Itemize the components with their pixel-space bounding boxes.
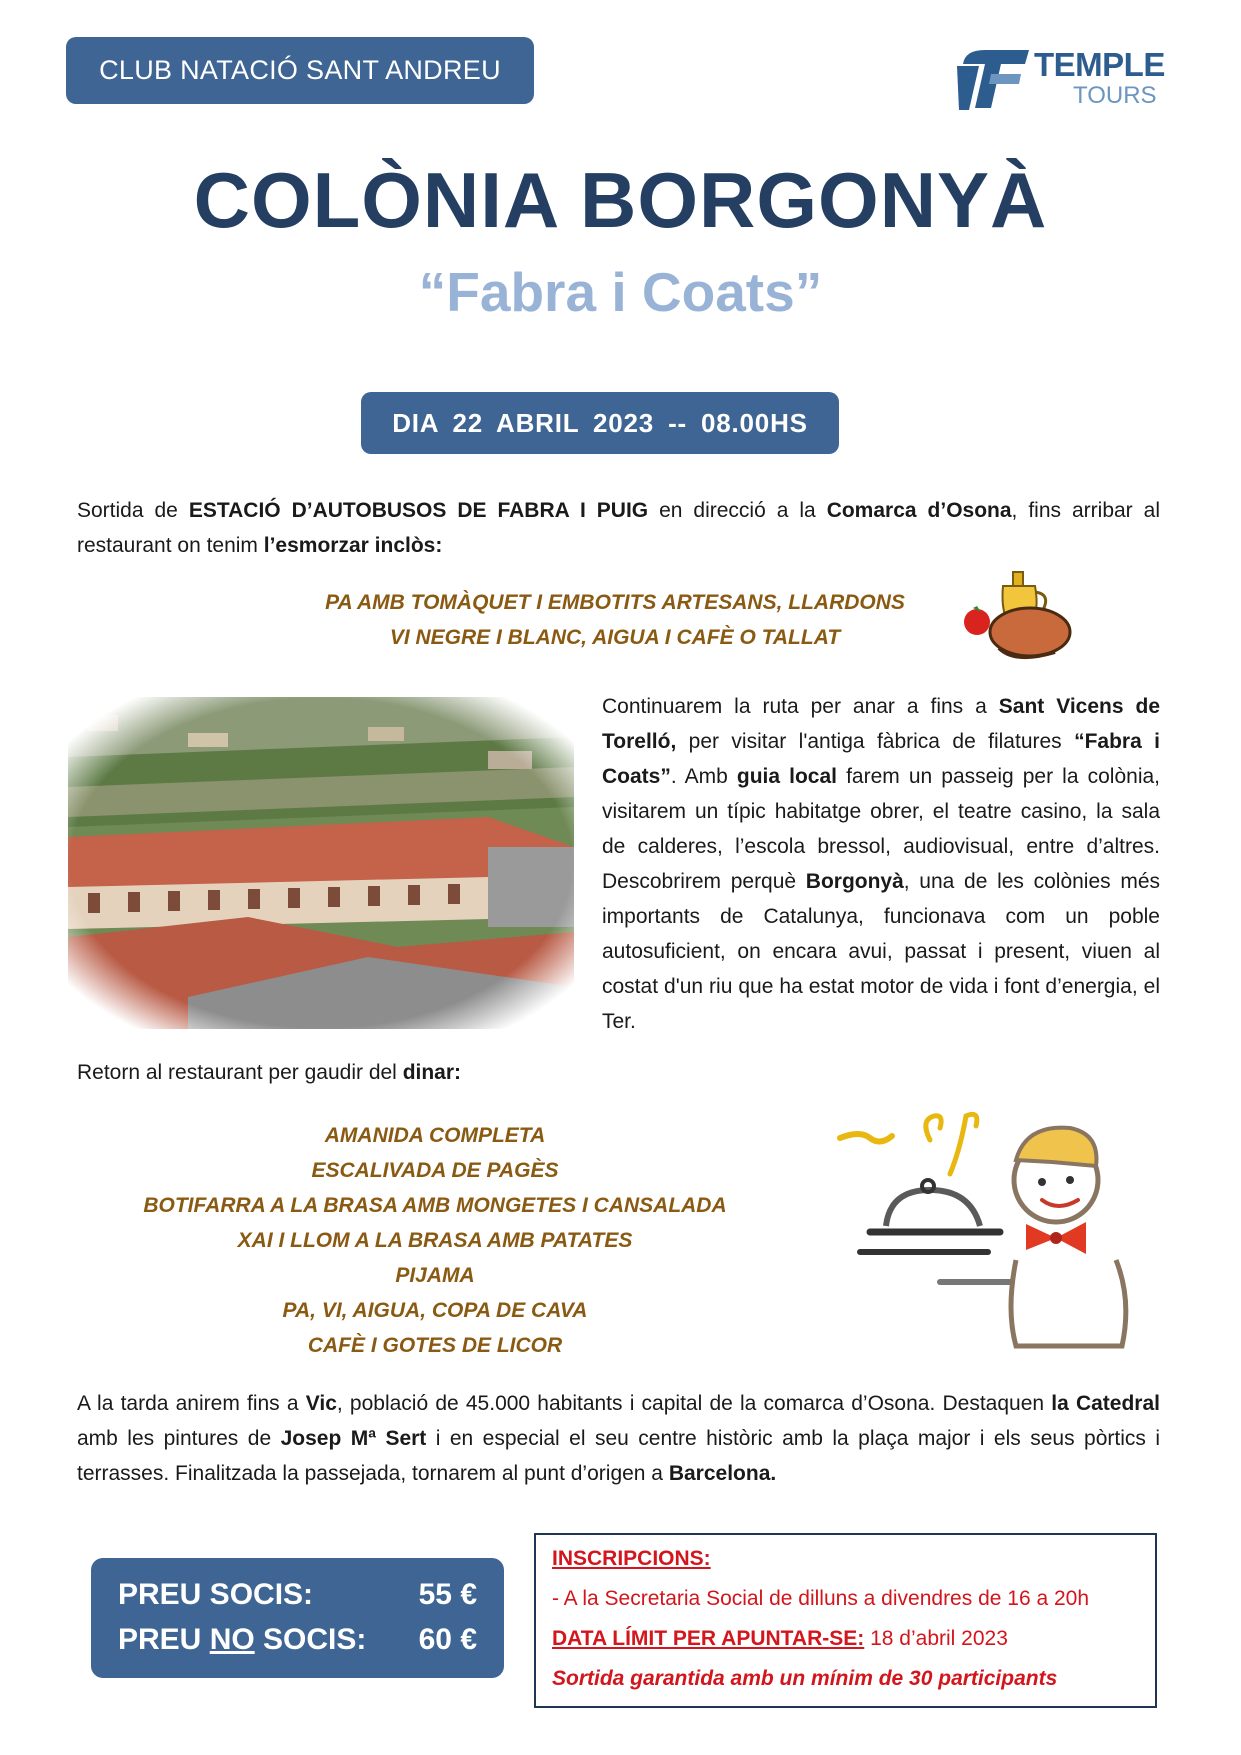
- price-nonmembers-value: 60 €: [418, 1623, 477, 1656]
- visit-text: . Amb: [670, 765, 737, 788]
- breakfast-menu: [300, 585, 930, 655]
- inscriptions-box: [534, 1533, 1157, 1708]
- visit-text: per visitar l'antiga fàbrica de filatures: [676, 730, 1075, 753]
- page-subtitle: “Fabra i Coats”: [418, 261, 823, 323]
- visit-bold: guia local: [736, 765, 837, 788]
- lunch-intro-text: Retorn al restaurant per gaudir del: [77, 1061, 403, 1084]
- inscriptions-deadline: [552, 1627, 1008, 1651]
- price-label-part: PREU: [118, 1623, 210, 1656]
- price-nonmembers-label: [118, 1623, 366, 1657]
- temple-tours-t-icon: [955, 44, 1033, 114]
- intro-bold: l’esmorzar inclòs:: [263, 534, 443, 557]
- price-members-label: PREU SOCIS:: [118, 1578, 314, 1611]
- logo-word-tours: TOURS: [1073, 82, 1157, 109]
- inscriptions-line: - A la Secretaria Social de dilluns a divendres de 16 a 20h: [552, 1587, 1090, 1610]
- lunch-item: CAFÈ I GOTES DE LICOR: [307, 1334, 563, 1357]
- logo-word-temple: TEMPLE: [1034, 46, 1165, 83]
- lunch-item: PIJAMA: [395, 1264, 475, 1287]
- colony-photo: [68, 697, 574, 1029]
- afternoon-text: amb les pintures de: [77, 1427, 281, 1450]
- visit-text: farem un passeig per la colònia, visitarem un típic habitatge obrer, el teatre casino, la sala de calderes, l’escola bressol, audiovisual, entre d’altres. Descobrirem perquè: [602, 765, 1160, 893]
- club-name-badge: [66, 37, 534, 104]
- deadline-label: DATA LÍMIT PER APUNTAR-SE:: [552, 1627, 865, 1650]
- lunch-menu: [140, 1118, 730, 1363]
- intro-text: Sortida de: [77, 499, 189, 522]
- afternoon-bold: Barcelona.: [668, 1462, 777, 1485]
- afternoon-bold: la Catedral: [1051, 1392, 1160, 1415]
- price-label-no: NO: [209, 1623, 255, 1656]
- inscriptions-guarantee: Sortida garantida amb un mínim de 30 participants: [552, 1667, 1058, 1690]
- afternoon-bold: Vic: [305, 1392, 337, 1415]
- lunch-item: XAI I LLOM A LA BRASA AMB PATATES: [237, 1229, 633, 1252]
- club-name: CLUB NATACIÓ SANT ANDREU: [99, 55, 501, 85]
- visit-paragraph: [602, 689, 1160, 1039]
- intro-bold: Comarca d’Osona: [826, 499, 1012, 522]
- breakfast-item: VI NEGRE I BLANC, AIGUA I CAFÈ O TALLAT: [389, 626, 841, 649]
- lunch-item: AMANIDA COMPLETA: [324, 1124, 546, 1147]
- price-box: [91, 1558, 504, 1678]
- price-members-row: [118, 1578, 477, 1612]
- visit-text: , una de les colònies més importants de Catalunya, funcionava com un poble autosuficient, on encara avui, passat i present, viuen al costat d'un riu que ha estat motor de vida i font d’energia, el Ter.: [602, 870, 1160, 1033]
- breakfast-food-icon: [955, 568, 1075, 668]
- afternoon-text: , població de 45.000 habitants i capital de la comarca d’Osona. Destaquen: [336, 1392, 1052, 1415]
- visit-bold: Sant Vicens de Torelló,: [602, 695, 1161, 753]
- afternoon-bold: Josep Mª Sert: [280, 1427, 427, 1450]
- visit-text: Continuarem la ruta per anar a fins a: [602, 695, 999, 718]
- visit-bold: Borgonyà: [805, 870, 904, 893]
- visit-bold: “Fabra i Coats”: [602, 730, 1160, 788]
- price-nonmembers-row: [118, 1623, 477, 1657]
- inscriptions-heading: INSCRIPCIONS:: [552, 1547, 711, 1570]
- deadline-value: 18 d’abril 2023: [864, 1627, 1008, 1650]
- lunch-item: PA, VI, AIGUA, COPA DE CAVA: [282, 1299, 588, 1322]
- date-badge: [361, 392, 839, 454]
- price-label-part: SOCIS:: [254, 1623, 367, 1656]
- intro-text: en direcció a la: [648, 499, 827, 522]
- intro-paragraph: [77, 493, 1160, 563]
- afternoon-text: i en especial el seu centre històric amb la plaça major i els seus pòrtics i terrasses. Finalitzada la passejada, tornarem al punt d’origen a: [77, 1427, 1160, 1485]
- afternoon-paragraph: [77, 1386, 1160, 1491]
- lunch-intro-bold: dinar:: [402, 1061, 462, 1084]
- intro-bold: ESTACIÓ D’AUTOBUSOS DE FABRA I PUIG: [188, 499, 649, 522]
- page-title: COLÒNIA BORGONYÀ: [193, 156, 1048, 244]
- lunch-item: BOTIFARRA A LA BRASA AMB MONGETES I CANSALADA: [143, 1194, 727, 1217]
- temple-tours-logo: [955, 40, 1170, 118]
- price-members-value: 55 €: [418, 1578, 477, 1611]
- lunch-intro: [77, 1055, 877, 1090]
- breakfast-item: PA AMB TOMÀQUET I EMBOTITS ARTESANS, LLARDONS: [325, 591, 905, 614]
- afternoon-text: A la tarda anirem fins a: [77, 1392, 306, 1415]
- date-text: DIA 22 ABRIL 2023 -- 08.00HS: [392, 407, 808, 438]
- waiter-icon: [830, 1110, 1140, 1360]
- lunch-item: ESCALIVADA DE PAGÈS: [311, 1159, 559, 1182]
- intro-text: , fins arribar al restaurant on tenim: [77, 499, 1160, 557]
